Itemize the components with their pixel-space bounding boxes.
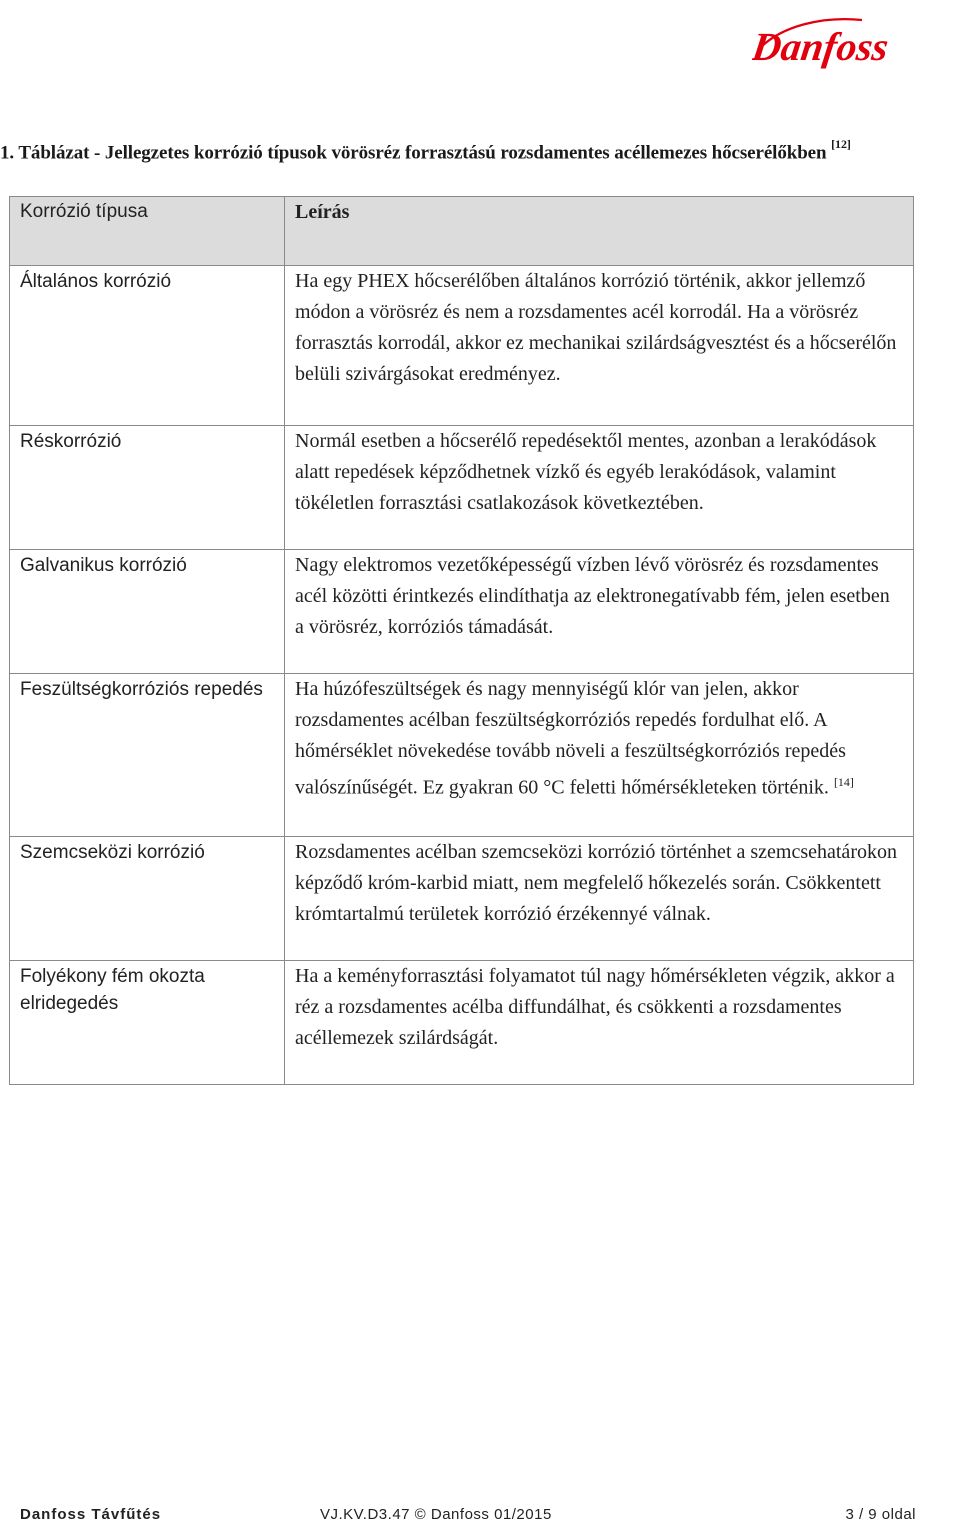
logo-text: Danfoss <box>752 24 892 69</box>
table-header-row <box>10 197 914 266</box>
footer-doc-id: VJ.KV.D3.47 © Danfoss 01/2015 <box>320 1506 552 1523</box>
header-type: Korrózió típusa <box>10 197 285 266</box>
row-type: Folyékony fém okozta elridegedés <box>10 961 285 1085</box>
row-description-ref: [14] <box>833 775 854 789</box>
row-description: Ha egy PHEX hőcserélőben általános korrózió történik, akkor jellemző módon a vörösréz és nem a rozsdamentes acél korrodál. Ha a vörösréz forrasztás korrodál, akkor ez mechanikai szilárdságvesztést és a hőcserélőn belüli szivárgásokat eredményez. <box>285 266 914 426</box>
table-row <box>10 961 914 1085</box>
page-footer <box>20 1506 940 1526</box>
table-row <box>10 266 914 426</box>
row-type: Réskorrózió <box>10 426 285 550</box>
table-title-ref: [12] <box>831 137 851 151</box>
row-description-text: Ha húzófeszültségek és nagy mennyiségű klór van jelen, akkor rozsdamentes acélban feszültségkorróziós repedés fordulhat elő. A hőmérséklet növekedése tovább növeli a feszültségkorróziós repedés valószínűségét. Ez gyakran 60 °C feletti hőmérsékleteken történik. <box>295 678 846 799</box>
row-type: Galvanikus korrózió <box>10 550 285 674</box>
row-description: Ha a keményforrasztási folyamatot túl nagy hőmérsékleten végzik, akkor a réz a rozsdamentes acélba diffundálhat, és csökkenti a rozsdamentes acéllemezek szilárdságát. <box>285 961 914 1085</box>
header-description: Leírás <box>285 197 914 266</box>
table-row <box>10 550 914 674</box>
row-description: Nagy elektromos vezetőképességű vízben lévő vörösréz és rozsdamentes acél közötti érintkezés elindíthatja az elektronegatívabb fém, jelen esetben a vörösréz, korróziós támadását. <box>285 550 914 674</box>
table-row <box>10 674 914 837</box>
table-row <box>10 837 914 961</box>
danfoss-logo <box>752 8 908 70</box>
table-title-text: 1. Táblázat - Jellegzetes korrózió típusok vörösréz forrasztású rozsdamentes acéllemezes hőcserélőkben <box>0 142 827 164</box>
row-description <box>285 674 914 837</box>
footer-brand: Danfoss Távfűtés <box>20 1506 162 1523</box>
footer-page-number: 3 / 9 oldal <box>845 1506 916 1523</box>
table-row <box>10 426 914 550</box>
table-title <box>0 137 960 164</box>
row-description: Rozsdamentes acélban szemcseközi korrózió történhet a szemcsehatárokon képződő króm-karbid miatt, nem megfelelő hőkezelés során. Csökkentett krómtartalmú területek korrózió érzékennyé válnak. <box>285 837 914 961</box>
row-description: Normál esetben a hőcserélő repedésektől mentes, azonban a lerakódások alatt repedések képződhetnek vízkő és egyéb lerakódások, valamint tökéletlen forrasztási csatlakozások következtében. <box>285 426 914 550</box>
corrosion-table <box>9 196 914 1085</box>
row-type: Általános korrózió <box>10 266 285 426</box>
row-type: Feszültségkorróziós repedés <box>10 674 285 837</box>
row-type: Szemcseközi korrózió <box>10 837 285 961</box>
